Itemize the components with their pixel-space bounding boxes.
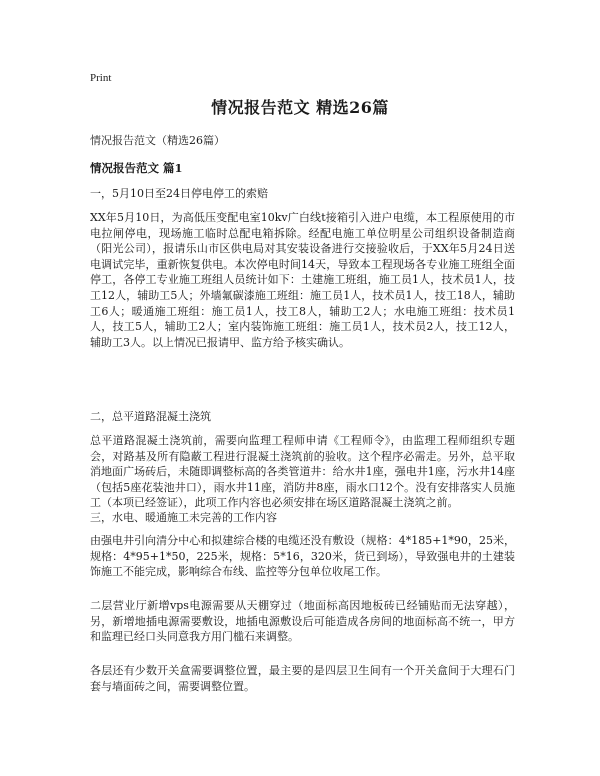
paragraph: 总平道路混凝土浇筑前，需要向监理工程师申请《工程师令》，由监理工程师组织专题会，对路基及所有隐蔽工程进行混凝土浇筑前的验收。这个程序必需走。另外，总平取消地面广场砖后，未随即调整标高的各类管道井：给水井1座，强电井1座，污水井14座（包括5座花装池井口），雨水井11座，消防井8座，雨水口12个。没有安排落实人员施工（本项已经签证），此项工作内容也必须安排在场区道路混凝土浇筑之前。 xyxy=(90,434,515,510)
paragraph: 二层营业厅新增vps电源需要从天棚穿过（地面标高因地板砖已经铺贴而无法穿越），另，新增地插电源需要敷设，地插电源敷设后可能造成各房间的地面标高不统一，甲方和监理已经口头同意我方用门槛石来调整。 xyxy=(90,599,515,644)
print-label[interactable]: Print xyxy=(90,72,112,84)
section-heading: 情况报告范文 篇1 xyxy=(90,161,183,175)
document-subtitle: 情况报告范文（精选26篇） xyxy=(90,134,225,147)
paragraph: XX年5月10日，为高低压变配电室10kv广白线t接箱引入进户电缆，本工程原使用的市电拉闸停电，现场施工临时总配电箱拆除。经配电施工单位明星公司组织设备制造商（阳光公司），报请乐山市区供电局对其安装设备进行交接验收后，于XX年5月24日送电调试完毕，重新恢复供电。本次停电时间14天，导致本工程现场各专业施工班组全面停工，各停工专业施工班组人员统计如下：土建施工班组，施工员1人，技术员1人，技工12人，辅助工5人；外墙氟碳漆施工班组：施工员1人，技术员1人，技工18人，辅助工6人；暖通施工班组：施工员1人，技工8人，辅助工2人；水电施工班组：技术员1人，技工5人，辅助工2人；室内装饰施工班组：施工员1人，技术员2人，技工12人，辅助工3人。以上情况已报请甲、监方给予核实确认。 xyxy=(90,211,515,349)
paragraph: 各层还有少数开关盒需要调整位置，最主要的是四层卫生间有一个开关盒间于大理石门套与墙面砖之间，需要调整位置。 xyxy=(90,664,515,693)
paragraph: 由强电井引向清分中心和拟建综合楼的电缆还没有敷设（规格：4*185+1*90，25米，规格：4*95+1*50，225米，规格：5*16，320米，货已到场），导致强电井的土建装饰施工不能完成，影响综合布线、监控等分包单位收尾工作。 xyxy=(90,534,515,579)
item-heading: 三，水电、暖通施工未完善的工作内容 xyxy=(90,511,277,524)
item-heading: 一，5月10日至24日停电停工的索赔 xyxy=(90,187,268,200)
item-heading: 二，总平道路混凝土浇筑 xyxy=(90,410,211,423)
document-title: 情况报告范文 精选26篇 xyxy=(211,98,389,117)
